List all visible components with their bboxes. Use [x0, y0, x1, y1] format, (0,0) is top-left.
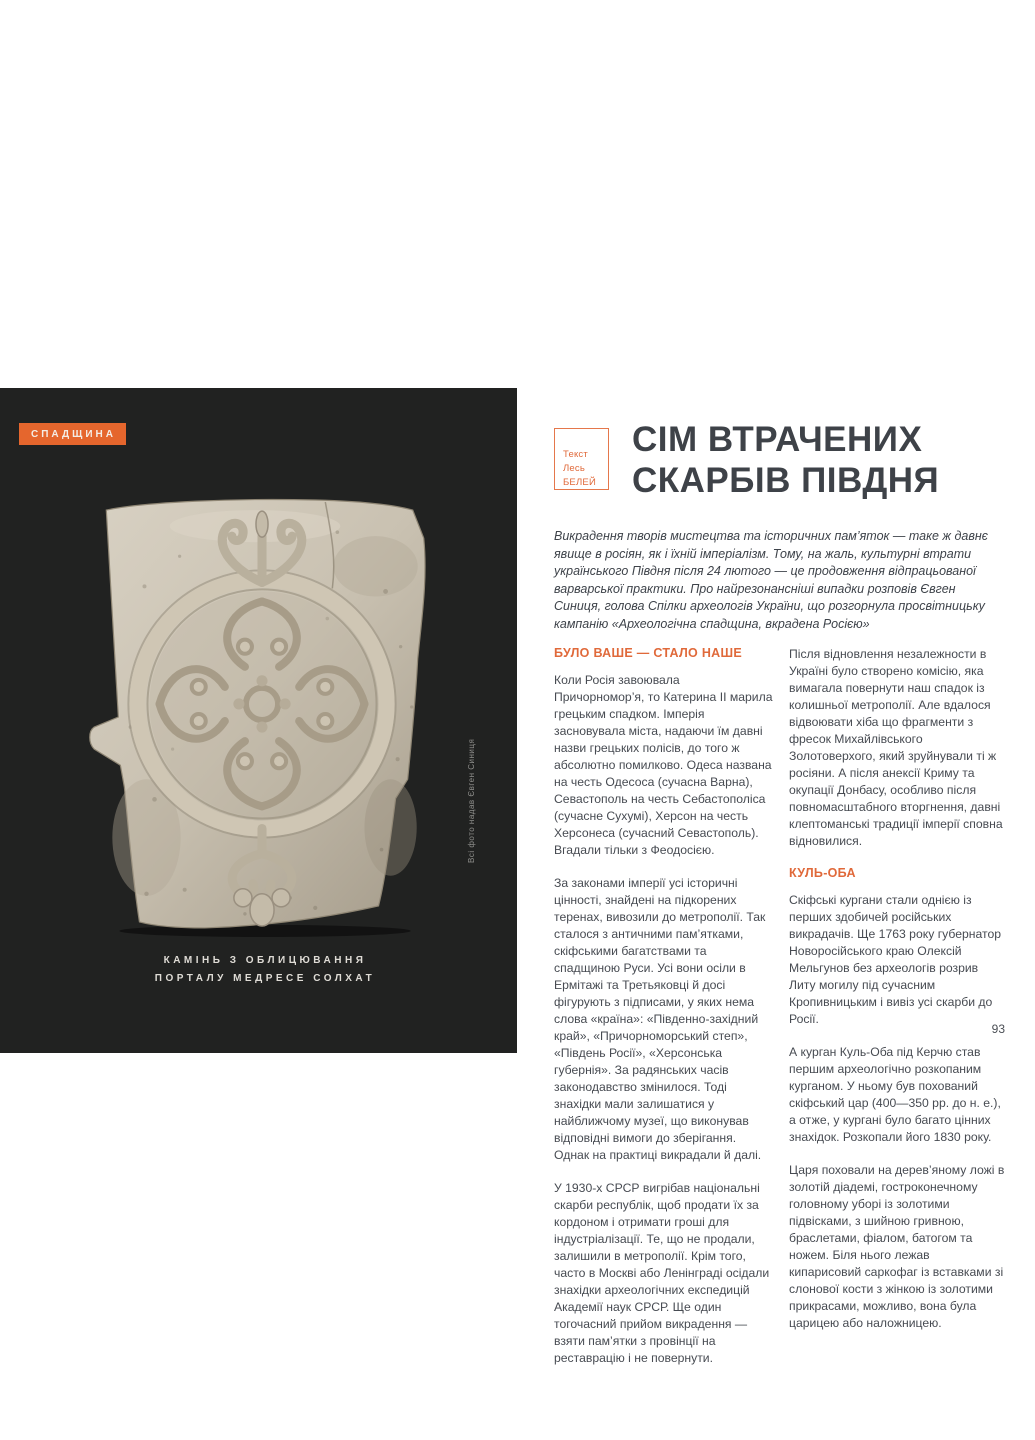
byline-box: [554, 428, 609, 490]
article-title-line2: СКАРБІВ ПІВДНЯ: [632, 461, 940, 500]
article-intro: Викрадення творів мистецтва та історичних пам’яток — таке ж давнє явище в росіян, як і їхній імперіалізм. Тому, на жаль, культурні втрати українського Півдня після 24 лютого — це продовження відпрацьованої варварської практики. Про найрезонансніші випадки розповів Євген Синиця, голова Спілки археологів України, що розгорнула просвітницьку кампанію «Археологічна спадщина, вкрадена Росією»: [554, 529, 988, 631]
photo-credit: Всі фото надав Євген Синиця: [467, 738, 476, 863]
photo-caption-line1: КАМІНЬ З ОБЛИЦЮВАННЯ: [163, 955, 367, 966]
paragraph: Після відновлення незалежности в Україні було створено комісію, яка вимагала повернути наш спадок із колишньої метрополії. Але вдалося відвоювати хіба що фрагменти з фресок Михайлівського Золотоверхого, який зруйнували ті ж росіяни. А після анексії Криму та окупації Донбасу, особливо після повномасштабного вторгнення, давні клептоманські традиції імперії сповна відновилися.: [789, 647, 1003, 848]
page-number: 93: [991, 1022, 1005, 1036]
section-heading-1: БУЛО ВАШЕ — СТАЛО НАШЕ: [554, 646, 742, 660]
photo-caption: [95, 952, 435, 988]
column-2: [789, 646, 1005, 1348]
column-1: [554, 646, 773, 1383]
byline-label: Текст: [563, 449, 588, 460]
paragraph: А курган Куль-Оба під Керчю став першим археологічно розкопаним курганом. У ньому був похований скіфський цар (400—350 рр. до н. е.), а отже, у кургані було багато цінних знахідок. Розкопали його 1830 року.: [789, 1045, 1001, 1144]
paragraph: Царя поховали на дерев’яному ложі в золотій діадемі, гостроконечному головному уборі із золотими підвісками, з шийною гривною, браслетами, фіалом, батогом та ножем. Біля нього лежав кипарисовий саркофаг із вставками зі слонової кости з жінкою із золотими прикрасами, можливо, вона була царицею або наложницею.: [789, 1163, 1005, 1330]
paragraph: За законами імперії усі історичні цінності, знайдені на підкорених теренах, вивозили до метрополії. Так сталося з античними пам’ятками, скіфськими багатствами та спадщиною Руси. Усі вони осіли в Ермітажі та Третьяковці й досі фігурують з підписами, у яких нема слова «країна»: «Південно-західний край», «Причорноморський степ», «Південь Росії», «Херсонська губернія». За радянських часів законодавство змінилося. Тоді знахідки мали залишатися у найближчому музеї, що виконував відповідні вимоги до зберігання. Однак на практиці викрадали й далі.: [554, 876, 766, 1162]
article-title: [632, 419, 1012, 501]
stone-carving-image: [84, 496, 436, 938]
left-page: [0, 388, 517, 1053]
section-tag: СПАДЩИНА: [19, 423, 126, 445]
paragraph: У 1930-х СРСР вигрібав національні скарби республік, щоб продати їх за кордоном і отримати гроші для індустріалізації. Те, що не продали, залишили в метрополії. Крім того, часто в Москві або Ленінграді осідали знахідки археологічних експедицій Академії наук СРСР. Ще один тогочасний прийом викрадення — взяти пам’ятки з провінції на реставрацію і не повернути.: [554, 1181, 770, 1365]
photo-caption-line2: ПОРТАЛУ МЕДРЕСЕ СОЛХАТ: [154, 973, 376, 984]
paragraph: Коли Росія завоювала Причорномор’я, то Катерина II марила грецьким спадком. Імперія засновувала міста, надаючи їм давні назви грецьких полісів, до того ж абсолютно помилково. Одеса названа на честь Одесоса (сучасна Варна), Севастополь на честь Себастополіса (сучасне Сухумі), Херсон на честь Херсонеса (сучасний Севастополь). Вгадали тільки з Феодосією.: [554, 673, 773, 857]
byline-first-name: Лесь: [563, 463, 586, 474]
byline-last-name: БЕЛЕЙ: [563, 477, 596, 488]
article-title-line1: СІМ ВТРАЧЕНИХ: [632, 420, 923, 459]
paragraph: Скіфські кургани стали однією із перших здобичей російських викрадачів. Ще 1763 року губернатор Новоросійського краю Олексій Мельгунов без археологів розрив Литу могилу під сучасним Кропивницьким і вивіз усі скарби до Росії.: [789, 893, 1002, 1026]
stone-photo: [84, 496, 436, 938]
section-heading-2: КУЛЬ-ОБА: [789, 866, 856, 880]
